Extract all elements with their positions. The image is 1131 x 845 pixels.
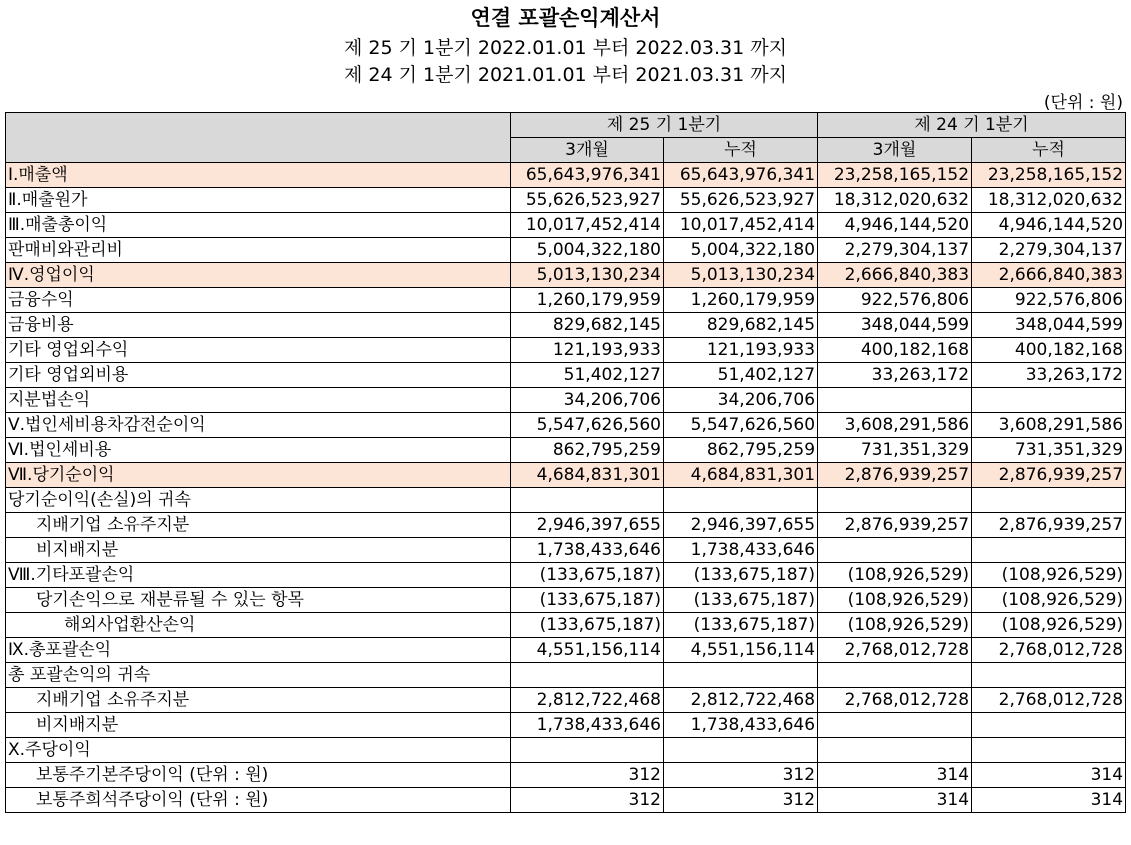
current-3m-value: (133,675,187) xyxy=(511,613,664,638)
table-row xyxy=(6,413,1126,438)
current-3m-value xyxy=(511,663,664,688)
row-label: 금융비용 xyxy=(6,313,511,338)
current-3m-value: 4,684,831,301 xyxy=(511,463,664,488)
prior-3m-value: 4,946,144,520 xyxy=(818,213,972,238)
statement-title: 연결 포괄손익계산서 xyxy=(470,6,661,30)
table-row xyxy=(6,613,1126,638)
prior-cumulative-value: 314 xyxy=(972,763,1126,788)
current-3m-value: 121,193,933 xyxy=(511,338,664,363)
prior-cumulative-value: 2,279,304,137 xyxy=(972,238,1126,263)
prior-cumulative-value: 33,263,172 xyxy=(972,363,1126,388)
prior-cumulative-value: 400,182,168 xyxy=(972,338,1126,363)
current-3m-value: 5,547,626,560 xyxy=(511,413,664,438)
current-cumulative-value: (133,675,187) xyxy=(664,588,818,613)
header-current-period: 제 25 기 1분기 xyxy=(511,113,818,138)
current-3m-value: (133,675,187) xyxy=(511,563,664,588)
current-cumulative-value: 65,643,976,341 xyxy=(664,163,818,188)
table-row xyxy=(6,263,1126,288)
prior-3m-value xyxy=(818,738,972,763)
prior-3m-value: (108,926,529) xyxy=(818,563,972,588)
prior-cumulative-value: (108,926,529) xyxy=(972,563,1126,588)
prior-3m-value: 2,768,012,728 xyxy=(818,688,972,713)
prior-cumulative-value: 23,258,165,152 xyxy=(972,163,1126,188)
prior-cumulative-value: 2,768,012,728 xyxy=(972,638,1126,663)
current-cumulative-value: 312 xyxy=(664,763,818,788)
current-3m-value: 55,626,523,927 xyxy=(511,188,664,213)
row-label: Ⅳ.영업이익 xyxy=(6,263,511,288)
row-label: Ⅹ.주당이익 xyxy=(6,738,511,763)
table-row xyxy=(6,738,1126,763)
prior-3m-value: 23,258,165,152 xyxy=(818,163,972,188)
row-label: 당기손익으로 재분류될 수 있는 항목 xyxy=(6,588,511,613)
row-label: 보통주희석주당이익 (단위 : 원) xyxy=(6,788,511,813)
prior-cumulative-value: 18,312,020,632 xyxy=(972,188,1126,213)
current-cumulative-value: 4,684,831,301 xyxy=(664,463,818,488)
prior-cumulative-value: 922,576,806 xyxy=(972,288,1126,313)
unit-label: (단위 : 원) xyxy=(1043,93,1123,113)
current-3m-value: 312 xyxy=(511,763,664,788)
row-label: 지분법손익 xyxy=(6,388,511,413)
prior-3m-value xyxy=(818,663,972,688)
prior-3m-value: 18,312,020,632 xyxy=(818,188,972,213)
current-3m-value: 65,643,976,341 xyxy=(511,163,664,188)
row-label: 비지배지분 xyxy=(6,538,511,563)
prior-cumulative-value: 2,876,939,257 xyxy=(972,513,1126,538)
row-label: 총 포괄손익의 귀속 xyxy=(6,663,511,688)
table-row xyxy=(6,238,1126,263)
current-3m-value: 1,738,433,646 xyxy=(511,713,664,738)
table-row xyxy=(6,213,1126,238)
current-3m-value: 10,017,452,414 xyxy=(511,213,664,238)
row-label: Ⅷ.기타포괄손익 xyxy=(6,563,511,588)
current-cumulative-value: 1,738,433,646 xyxy=(664,538,818,563)
current-cumulative-value: 55,626,523,927 xyxy=(664,188,818,213)
current-cumulative-value: 829,682,145 xyxy=(664,313,818,338)
prior-3m-value: 2,666,840,383 xyxy=(818,263,972,288)
header-prior-3m: 3개월 xyxy=(818,138,972,163)
current-3m-value xyxy=(511,488,664,513)
prior-cumulative-value xyxy=(972,488,1126,513)
prior-3m-value: 2,876,939,257 xyxy=(818,513,972,538)
current-3m-value xyxy=(511,738,664,763)
current-3m-value: 312 xyxy=(511,788,664,813)
prior-cumulative-value: 3,608,291,586 xyxy=(972,413,1126,438)
prior-cumulative-value xyxy=(972,663,1126,688)
prior-cumulative-value: 2,666,840,383 xyxy=(972,263,1126,288)
current-3m-value: 51,402,127 xyxy=(511,363,664,388)
row-label: Ⅵ.법인세비용 xyxy=(6,438,511,463)
row-label: 판매비와관리비 xyxy=(6,238,511,263)
current-cumulative-value: 10,017,452,414 xyxy=(664,213,818,238)
prior-3m-value xyxy=(818,713,972,738)
row-label: Ⅶ.당기순이익 xyxy=(6,463,511,488)
prior-3m-value: 2,279,304,137 xyxy=(818,238,972,263)
prior-cumulative-value: 348,044,599 xyxy=(972,313,1126,338)
current-cumulative-value: (133,675,187) xyxy=(664,563,818,588)
row-label: Ⅴ.법인세비용차감전순이익 xyxy=(6,413,511,438)
row-label: 기타 영업외수익 xyxy=(6,338,511,363)
prior-3m-value: 2,768,012,728 xyxy=(818,638,972,663)
prior-3m-value: 2,876,939,257 xyxy=(818,463,972,488)
current-cumulative-value: 5,547,626,560 xyxy=(664,413,818,438)
table-row xyxy=(6,688,1126,713)
row-label: 당기순이익(손실)의 귀속 xyxy=(6,488,511,513)
current-cumulative-value: 5,013,130,234 xyxy=(664,263,818,288)
row-label: 보통주기본주당이익 (단위 : 원) xyxy=(6,763,511,788)
current-3m-value: (133,675,187) xyxy=(511,588,664,613)
header-prior-cumulative: 누적 xyxy=(972,138,1126,163)
table-row xyxy=(6,338,1126,363)
current-cumulative-value: 1,738,433,646 xyxy=(664,713,818,738)
current-cumulative-value: 312 xyxy=(664,788,818,813)
current-cumulative-value: 862,795,259 xyxy=(664,438,818,463)
current-3m-value: 4,551,156,114 xyxy=(511,638,664,663)
table-row xyxy=(6,588,1126,613)
current-cumulative-value: 2,946,397,655 xyxy=(664,513,818,538)
current-cumulative-value: 121,193,933 xyxy=(664,338,818,363)
current-3m-value: 862,795,259 xyxy=(511,438,664,463)
current-cumulative-value: (133,675,187) xyxy=(664,613,818,638)
prior-3m-value xyxy=(818,388,972,413)
prior-3m-value xyxy=(818,538,972,563)
prior-cumulative-value xyxy=(972,738,1126,763)
prior-cumulative-value: 2,876,939,257 xyxy=(972,463,1126,488)
table-row xyxy=(6,638,1126,663)
header-prior-period: 제 24 기 1분기 xyxy=(818,113,1126,138)
header-current-3m: 3개월 xyxy=(511,138,664,163)
current-3m-value: 5,004,322,180 xyxy=(511,238,664,263)
table-row xyxy=(6,713,1126,738)
table-row xyxy=(6,313,1126,338)
income-statement-table xyxy=(5,112,1126,813)
current-cumulative-value xyxy=(664,738,818,763)
table-row xyxy=(6,163,1126,188)
current-3m-value: 1,738,433,646 xyxy=(511,538,664,563)
table-row xyxy=(6,288,1126,313)
table-row xyxy=(6,388,1126,413)
row-label: 기타 영업외비용 xyxy=(6,363,511,388)
prior-cumulative-value xyxy=(972,538,1126,563)
prior-cumulative-value: 4,946,144,520 xyxy=(972,213,1126,238)
row-label: 해외사업환산손익 xyxy=(6,613,511,638)
current-period-range: 제 25 기 1분기 2022.01.01 부터 2022.03.31 까지 xyxy=(344,37,787,59)
table-row xyxy=(6,763,1126,788)
table-row xyxy=(6,438,1126,463)
prior-3m-value: 731,351,329 xyxy=(818,438,972,463)
row-label: 지배기업 소유주지분 xyxy=(6,688,511,713)
current-3m-value: 34,206,706 xyxy=(511,388,664,413)
current-3m-value: 829,682,145 xyxy=(511,313,664,338)
header-item-cell xyxy=(6,113,511,163)
table-header-row xyxy=(6,113,1126,138)
table-body xyxy=(6,163,1126,813)
prior-cumulative-value xyxy=(972,713,1126,738)
table-row xyxy=(6,513,1126,538)
current-cumulative-value: 1,260,179,959 xyxy=(664,288,818,313)
current-cumulative-value: 5,004,322,180 xyxy=(664,238,818,263)
current-cumulative-value: 51,402,127 xyxy=(664,363,818,388)
current-3m-value: 2,812,722,468 xyxy=(511,688,664,713)
prior-cumulative-value: 731,351,329 xyxy=(972,438,1126,463)
table-row xyxy=(6,463,1126,488)
prior-period-range: 제 24 기 1분기 2021.01.01 부터 2021.03.31 까지 xyxy=(344,64,787,86)
row-label: 비지배지분 xyxy=(6,713,511,738)
prior-cumulative-value: 314 xyxy=(972,788,1126,813)
current-3m-value: 1,260,179,959 xyxy=(511,288,664,313)
table-row xyxy=(6,538,1126,563)
header-current-cumulative: 누적 xyxy=(664,138,818,163)
row-label: Ⅱ.매출원가 xyxy=(6,188,511,213)
prior-cumulative-value: (108,926,529) xyxy=(972,588,1126,613)
prior-cumulative-value: (108,926,529) xyxy=(972,613,1126,638)
prior-3m-value: (108,926,529) xyxy=(818,588,972,613)
prior-cumulative-value: 2,768,012,728 xyxy=(972,688,1126,713)
current-cumulative-value: 4,551,156,114 xyxy=(664,638,818,663)
row-label: Ⅰ.매출액 xyxy=(6,163,511,188)
current-3m-value: 2,946,397,655 xyxy=(511,513,664,538)
prior-3m-value xyxy=(818,488,972,513)
row-label: 지배기업 소유주지분 xyxy=(6,513,511,538)
prior-cumulative-value xyxy=(972,388,1126,413)
prior-3m-value: 348,044,599 xyxy=(818,313,972,338)
prior-3m-value: 3,608,291,586 xyxy=(818,413,972,438)
prior-3m-value: 33,263,172 xyxy=(818,363,972,388)
table-row xyxy=(6,363,1126,388)
current-cumulative-value: 34,206,706 xyxy=(664,388,818,413)
prior-3m-value: 400,182,168 xyxy=(818,338,972,363)
table-row xyxy=(6,663,1126,688)
current-cumulative-value: 2,812,722,468 xyxy=(664,688,818,713)
table-row xyxy=(6,563,1126,588)
prior-3m-value: 922,576,806 xyxy=(818,288,972,313)
row-label: Ⅲ.매출총이익 xyxy=(6,213,511,238)
table-row xyxy=(6,788,1126,813)
current-3m-value: 5,013,130,234 xyxy=(511,263,664,288)
table-row xyxy=(6,188,1126,213)
table-row xyxy=(6,488,1126,513)
prior-3m-value: 314 xyxy=(818,788,972,813)
prior-3m-value: (108,926,529) xyxy=(818,613,972,638)
row-label: Ⅸ.총포괄손익 xyxy=(6,638,511,663)
prior-3m-value: 314 xyxy=(818,763,972,788)
current-cumulative-value xyxy=(664,488,818,513)
current-cumulative-value xyxy=(664,663,818,688)
row-label: 금융수익 xyxy=(6,288,511,313)
